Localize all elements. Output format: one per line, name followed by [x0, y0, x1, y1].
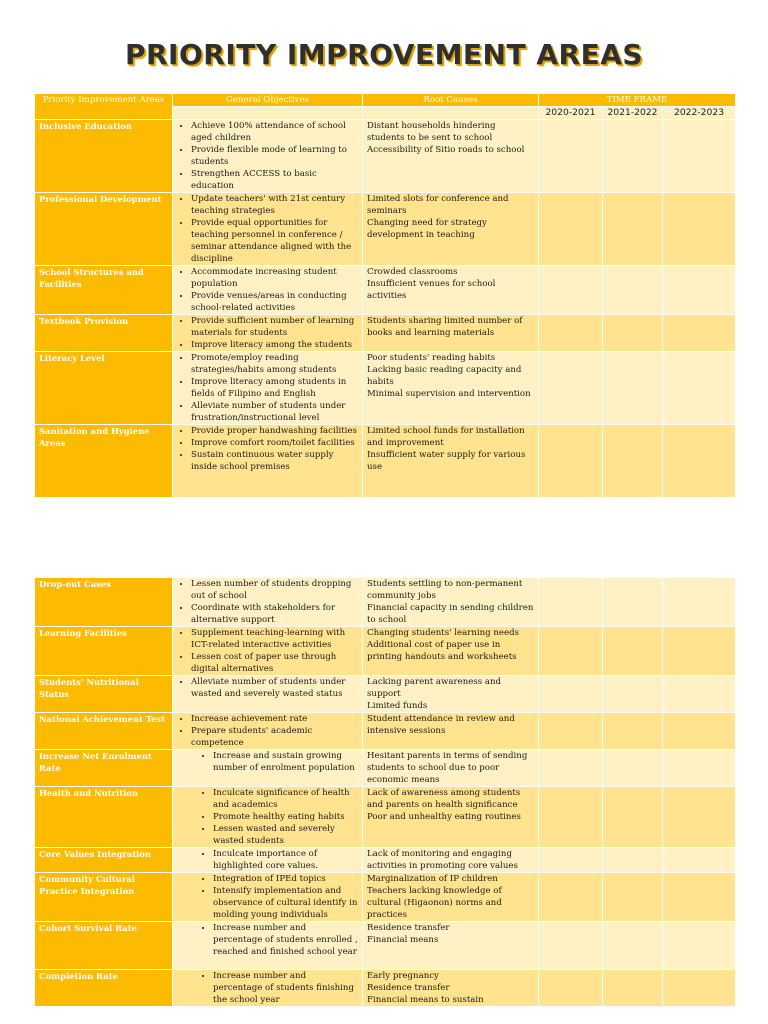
- objectives-list: [177, 425, 358, 473]
- objectives-cell: [173, 970, 363, 1007]
- objectives-cell: [173, 193, 363, 266]
- objectives-list: [177, 352, 358, 424]
- table-row: [35, 315, 736, 352]
- time-frame-cell: [663, 922, 736, 970]
- objective-item: • Provide equal opportunities for teaching personnel in conference / seminar attendance aligned with the discipline: [191, 217, 358, 265]
- header-root-causes: Root Causes: [363, 94, 539, 107]
- objectives-list: [177, 750, 358, 774]
- header-general-objectives: General Objectives: [173, 94, 363, 107]
- root-cause-item: Insufficient venues for school activities: [367, 279, 496, 301]
- table-row: [35, 970, 736, 1007]
- root-causes-cell: [363, 970, 539, 1007]
- objective-item: • Alleviate number of students under wasted and severely wasted status: [191, 676, 358, 700]
- root-causes-cell: [363, 848, 539, 873]
- time-frame-cell: [539, 873, 603, 922]
- time-frame-cell: [539, 315, 603, 352]
- root-causes-cell: [363, 627, 539, 676]
- root-cause-item: Distant households hindering students to be sent to school: [367, 121, 496, 143]
- time-frame-cell: [539, 787, 603, 848]
- objectives-cell: [173, 848, 363, 873]
- time-frame-cell: [663, 848, 736, 873]
- time-frame-cell: [663, 352, 736, 425]
- objective-item: • Intensify implementation and observance of cultural identify in molding young individuals: [213, 885, 358, 921]
- objective-item: • Promote/employ reading strategies/habits among students: [191, 352, 358, 376]
- objectives-list: [177, 676, 358, 700]
- root-causes-cell: [363, 750, 539, 787]
- header-priority-area: Priority Improvement Areas: [35, 94, 173, 120]
- header-blank-cell: [173, 107, 363, 120]
- table-row: [35, 873, 736, 922]
- priority-area-cell: Inclusive Education: [35, 120, 173, 193]
- time-frame-cell: [539, 848, 603, 873]
- objective-item: • Accommodate increasing student population: [191, 266, 358, 290]
- priority-area-cell: Completion Rate: [35, 970, 173, 1007]
- time-frame-cell: [663, 787, 736, 848]
- time-frame-cell: [539, 627, 603, 676]
- priority-area-cell: Health and Nutrition: [35, 787, 173, 848]
- table-row: [35, 713, 736, 750]
- root-cause-item: Lack of monitoring and engaging activities in promoting core values: [367, 849, 518, 871]
- root-cause-item: Students sharing limited number of books and learning materials: [367, 316, 523, 338]
- objective-item: • Provide sufficient number of learning materials for students: [191, 315, 358, 339]
- root-causes-cell: [363, 713, 539, 750]
- objectives-cell: [173, 627, 363, 676]
- time-frame-cell: [663, 266, 736, 315]
- root-causes-cell: [363, 425, 539, 498]
- time-frame-cell: [603, 315, 663, 352]
- objective-item: • Increase and sustain growing number of enrolment population: [213, 750, 358, 774]
- priority-area-cell: Learning Facilities: [35, 627, 173, 676]
- objectives-list: [177, 873, 358, 921]
- objective-item: • Integration of IPEd topics: [213, 873, 358, 885]
- table-row: [35, 120, 736, 193]
- objective-item: • Inculcate importance of highlighted core values.: [213, 848, 358, 872]
- time-frame-cell: [539, 425, 603, 498]
- time-frame-cell: [539, 266, 603, 315]
- header-year-2022: 2022-2023: [663, 107, 736, 120]
- time-frame-cell: [663, 713, 736, 750]
- time-frame-cell: [663, 676, 736, 713]
- root-cause-item: Limited funds: [367, 701, 428, 711]
- time-frame-cell: [539, 352, 603, 425]
- time-frame-cell: [603, 787, 663, 848]
- priority-table-part-1: [34, 93, 736, 498]
- root-cause-item: Student attendance in review and intensive sessions: [367, 714, 515, 736]
- objective-item: • Lessen wasted and severely wasted students: [213, 823, 358, 847]
- priority-area-cell: Cohort Survival Rate: [35, 922, 173, 970]
- table-row: [35, 922, 736, 970]
- objective-item: • Increase number and percentage of students finishing the school year: [213, 970, 358, 1006]
- objectives-cell: [173, 266, 363, 315]
- objective-item: • Update teachers' with 21st century teaching strategies: [191, 193, 358, 217]
- time-frame-cell: [539, 120, 603, 193]
- time-frame-cell: [539, 922, 603, 970]
- time-frame-cell: [603, 352, 663, 425]
- root-causes-cell: [363, 193, 539, 266]
- time-frame-cell: [663, 120, 736, 193]
- root-causes-cell: [363, 873, 539, 922]
- objective-item: • Prepare students' academic competence: [191, 725, 358, 749]
- time-frame-cell: [603, 120, 663, 193]
- objective-item: • Inculcate significance of health and academics: [213, 787, 358, 811]
- objectives-list: [177, 848, 358, 872]
- priority-area-cell: Core Values Integration: [35, 848, 173, 873]
- objective-item: • Lessen number of students dropping out of school: [191, 578, 358, 602]
- root-causes-cell: [363, 787, 539, 848]
- root-cause-item: Hesitant parents in terms of sending students to school due to poor economic means: [367, 751, 528, 785]
- root-cause-item: Accessibility of Sitio roads to school: [367, 145, 525, 155]
- header-year-2020: 2020-2021: [539, 107, 603, 120]
- objectives-cell: [173, 750, 363, 787]
- objectives-list: [177, 627, 358, 675]
- objective-item: • Alleviate number of students under frustration/instructional level: [191, 400, 358, 424]
- root-cause-item: Students settling to non-permanent community jobs: [367, 579, 523, 601]
- objective-item: • Strengthen ACCESS to basic education: [191, 168, 358, 192]
- priority-area-cell: Textbook Provision: [35, 315, 173, 352]
- time-frame-cell: [663, 750, 736, 787]
- root-cause-item: Early pregnancy: [367, 971, 439, 981]
- table-row: [35, 266, 736, 315]
- header-time-frame: TIME FRAME: [539, 94, 736, 107]
- objectives-cell: [173, 578, 363, 627]
- table-row: [35, 578, 736, 627]
- objectives-cell: [173, 787, 363, 848]
- objectives-cell: [173, 676, 363, 713]
- time-frame-cell: [663, 315, 736, 352]
- time-frame-cell: [603, 266, 663, 315]
- objectives-cell: [173, 315, 363, 352]
- objectives-cell: [173, 713, 363, 750]
- objective-item: • Improve comfort room/toilet facilities: [191, 437, 358, 449]
- time-frame-cell: [603, 750, 663, 787]
- root-cause-item: Lacking basic reading capacity and habits: [367, 365, 522, 387]
- root-cause-item: Insufficient water supply for various use: [367, 450, 526, 472]
- time-frame-cell: [663, 970, 736, 1007]
- priority-table-part-2: [34, 577, 736, 1007]
- priority-area-cell: Increase Net Enrolment Rate: [35, 750, 173, 787]
- time-frame-cell: [539, 750, 603, 787]
- root-cause-item: Additional cost of paper use in printing handouts and worksheets: [367, 640, 517, 662]
- objectives-cell: [173, 425, 363, 498]
- objective-item: • Promote healthy eating habits: [213, 811, 358, 823]
- root-cause-item: Financial means: [367, 935, 439, 945]
- objectives-list: [177, 713, 358, 749]
- objectives-list: [177, 787, 358, 847]
- table-row: [35, 425, 736, 498]
- time-frame-cell: [539, 578, 603, 627]
- objective-item: • Supplement teaching-learning with ICT-related interactive activities: [191, 627, 358, 651]
- objectives-list: [177, 578, 358, 626]
- root-cause-item: Minimal supervision and intervention: [367, 389, 531, 399]
- time-frame-cell: [603, 970, 663, 1007]
- time-frame-cell: [539, 676, 603, 713]
- objectives-cell: [173, 922, 363, 970]
- root-cause-item: Residence transfer: [367, 983, 450, 993]
- priority-area-cell: School Structures and Facilities: [35, 266, 173, 315]
- table-row: [35, 750, 736, 787]
- priority-area-cell: Professional Development: [35, 193, 173, 266]
- root-causes-cell: [363, 315, 539, 352]
- objective-item: • Achieve 100% attendance of school aged children: [191, 120, 358, 144]
- objectives-list: [177, 193, 358, 265]
- priority-area-cell: Sanitation and Hygiene Areas: [35, 425, 173, 498]
- header-blank-cell: [363, 107, 539, 120]
- time-frame-cell: [663, 873, 736, 922]
- root-cause-item: Residence transfer: [367, 923, 450, 933]
- table-row: [35, 352, 736, 425]
- time-frame-cell: [603, 578, 663, 627]
- root-cause-item: Financial capacity in sending children to school: [367, 603, 534, 625]
- objective-item: • Increase number and percentage of students enrolled , reached and finished school year: [213, 922, 358, 958]
- root-cause-item: Poor students' reading habits: [367, 353, 496, 363]
- objectives-list: [177, 922, 358, 958]
- objectives-list: [177, 266, 358, 314]
- root-causes-cell: [363, 922, 539, 970]
- objective-item: • Provide flexible mode of learning to students: [191, 144, 358, 168]
- table-row: [35, 848, 736, 873]
- priority-area-cell: Literacy Level: [35, 352, 173, 425]
- objectives-cell: [173, 120, 363, 193]
- root-causes-cell: [363, 352, 539, 425]
- objective-item: • Improve literacy among students in fields of Filipino and English: [191, 376, 358, 400]
- root-causes-cell: [363, 578, 539, 627]
- time-frame-cell: [663, 425, 736, 498]
- objective-item: • Provide proper handwashing facilities: [191, 425, 358, 437]
- objective-item: • Increase achievement rate: [191, 713, 358, 725]
- root-cause-item: Marginalization of IP children: [367, 874, 498, 884]
- time-frame-cell: [603, 627, 663, 676]
- objectives-cell: [173, 352, 363, 425]
- time-frame-cell: [603, 848, 663, 873]
- root-cause-item: Limited school funds for installation and improvement: [367, 426, 525, 448]
- table-row: [35, 787, 736, 848]
- root-cause-item: Poor and unhealthy eating routines: [367, 812, 521, 822]
- root-cause-item: Limited slots for conference and seminars: [367, 194, 509, 216]
- time-frame-cell: [539, 970, 603, 1007]
- time-frame-cell: [603, 676, 663, 713]
- table-row: [35, 676, 736, 713]
- objective-item: • Provide venues/areas in conducting school-related activities: [191, 290, 358, 314]
- time-frame-cell: [539, 193, 603, 266]
- priority-area-cell: Community Cultural Practice Integration: [35, 873, 173, 922]
- root-cause-item: Changing students' learning needs: [367, 628, 519, 638]
- table-row: [35, 193, 736, 266]
- time-frame-cell: [603, 922, 663, 970]
- root-cause-item: Lack of awareness among students and parents on health significance: [367, 788, 521, 810]
- objectives-list: [177, 315, 358, 351]
- table-row: [35, 627, 736, 676]
- objective-item: • Lessen cost of paper use through digital alternatives: [191, 651, 358, 675]
- root-cause-item: Lacking parent awareness and support: [367, 677, 502, 699]
- root-cause-item: Teachers lacking knowledge of cultural (Higaonon) norms and practices: [367, 886, 502, 920]
- root-cause-item: Crowded classrooms: [367, 267, 458, 277]
- priority-area-cell: Drop-out Cases: [35, 578, 173, 627]
- time-frame-cell: [663, 578, 736, 627]
- objectives-cell: [173, 873, 363, 922]
- header-year-2021: 2021-2022: [603, 107, 663, 120]
- root-causes-cell: [363, 120, 539, 193]
- priority-area-cell: Students' Nutritional Status: [35, 676, 173, 713]
- time-frame-cell: [603, 873, 663, 922]
- root-causes-cell: [363, 676, 539, 713]
- time-frame-cell: [603, 713, 663, 750]
- root-causes-cell: [363, 266, 539, 315]
- objectives-list: [177, 970, 358, 1006]
- time-frame-cell: [663, 193, 736, 266]
- time-frame-cell: [603, 193, 663, 266]
- objective-item: • Sustain continuous water supply inside school premises: [191, 449, 358, 473]
- root-cause-item: Changing need for strategy development in teaching: [367, 218, 487, 240]
- objective-item: • Coordinate with stakeholders for alternative support: [191, 602, 358, 626]
- time-frame-cell: [663, 627, 736, 676]
- objective-item: • Improve literacy among the students: [191, 339, 358, 351]
- page-title: PRIORITY IMPROVEMENT AREAS: [124, 38, 644, 71]
- priority-area-cell: National Achievement Test: [35, 713, 173, 750]
- time-frame-cell: [603, 425, 663, 498]
- time-frame-cell: [539, 713, 603, 750]
- objectives-list: [177, 120, 358, 192]
- root-cause-item: Financial means to sustain: [367, 995, 484, 1005]
